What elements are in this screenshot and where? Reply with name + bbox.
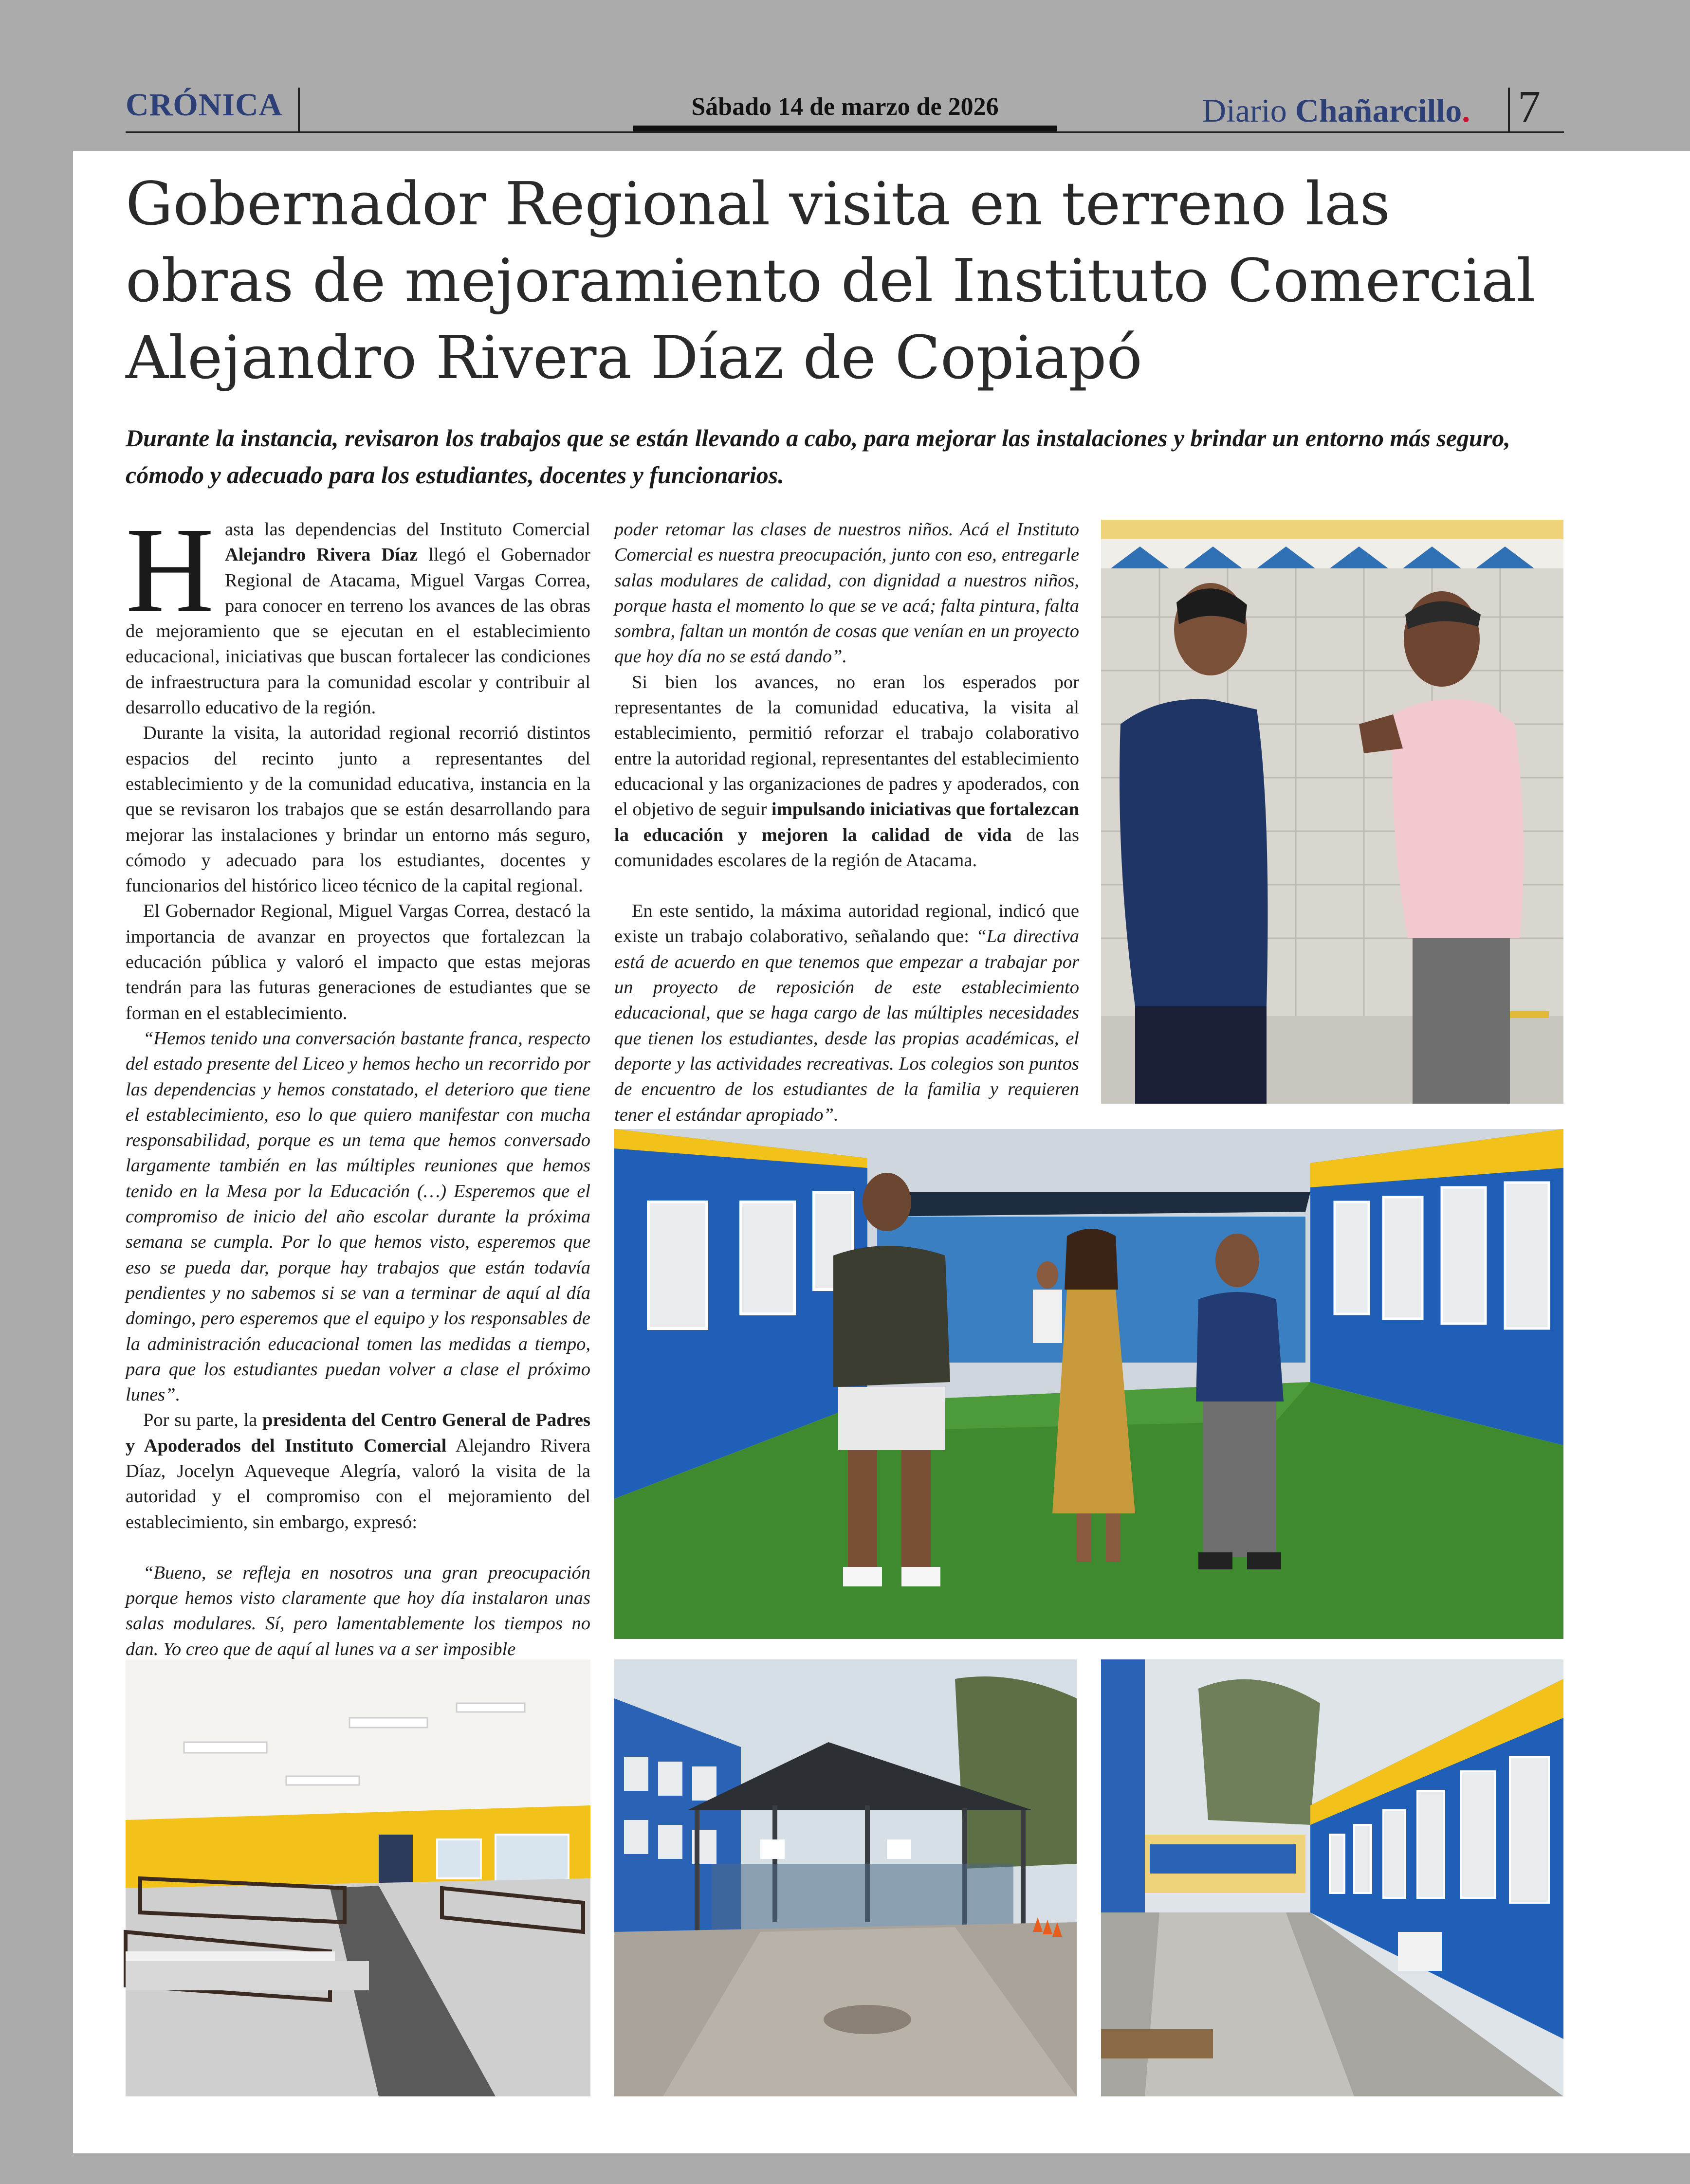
article-column-1 — [126, 502, 591, 1659]
photo-modular-classrooms — [1101, 1659, 1563, 2096]
photo-sports-court — [614, 1659, 1077, 2096]
paragraph-text: de las comunidades escolares de la región de Atacama. — [614, 824, 1079, 871]
page-number-divider — [1508, 88, 1510, 132]
section-label: CRÓNICA — [126, 87, 283, 123]
date-underline — [633, 126, 1057, 131]
photo-walk-turf — [614, 1129, 1563, 1639]
president-quote-continued: poder retomar las clases de nuestros niños. Acá el Instituto Comercial es nuestra preocupación, junto con eso, entregarle salas modulares de calidad, con dignidad a nuestros niños, porque hasta el momento lo que se ve acá; falta pintura, falta sombra, faltan un montón de cosas que venían en un proyecto que hoy día no se está dando”. — [614, 519, 1079, 667]
header-divider — [298, 88, 300, 132]
page-header — [0, 0, 1690, 151]
newspaper-brand — [1202, 91, 1470, 130]
paragraph-text: Alejandro Rivera Díaz, Jocelyn Aqueveque Alegría, valoró la visita de la autoridad y el compromiso con el mejoramiento del establecimiento, sin embargo, expresó: — [126, 1435, 590, 1532]
president-quote: “Bueno, se refleja en nosotros una gran preocupación porque hemos visto claramente que hoy día instalaron unas salas modulares. Sí, pero lamentablemente los tiempos no dan. Yo creo que de aquí al lunes va a ser imposible — [126, 1562, 590, 1659]
association-name: presidenta del Centro General de Padres y Apoderados del Instituto Comercial — [126, 1410, 590, 1456]
page-number: 7 — [1518, 82, 1541, 132]
photo-classroom — [126, 1659, 590, 2096]
paragraph-5 — [126, 1407, 590, 1534]
paragraph-text: Si bien los avances, no eran los esperados por representantes de la comunidad educativa, la visita al establecimiento, permitió reforzar el trabajo colaborativo entre la autoridad regional, representantes del establecimiento educacional y las organizaciones de padres y apoderados, con el objetivo de seguir — [614, 672, 1079, 820]
brand-name: Chañarcillo — [1295, 92, 1462, 129]
article-headline: Gobernador Regional visita en terreno las obras de mejoramiento del Instituto Comercial Alejandro Rivera Díaz de Copiapó — [126, 169, 1536, 392]
brand-dot: . — [1462, 92, 1470, 129]
paragraph-text: llegó el Gobernador Regional de Atacama, Miguel Vargas Correa, para conocer en terreno los avances de las obras de mejoramiento que se ejecutan en el establecimiento educacional, iniciativas que buscan fortalecer las condiciones de infraestructura para la comunidad escolar y contribuir al desarrollo educativo de la región. — [126, 545, 591, 718]
highlight-text: impulsando iniciativas que fortalezcan la educación y mejoren la calidad de vida — [614, 799, 1080, 845]
institution-name: Alejandro Rivera Díaz — [225, 545, 418, 565]
paragraph-collaboration — [614, 670, 1079, 873]
issue-date: Sábado 14 de marzo de 2026 — [691, 93, 999, 121]
governor-quote: “Hemos tenido una conversación bastante franca, respecto del estado presente del Liceo y hemos hecho un recorrido por las dependencias y hemos constatado, el deterioro que tiene el establecimiento, eso lo que quiero manifestar con mucha responsabilidad, porque es un tema que hemos conversado largamente también en las múltiples reuniones que hemos tenido en la Mesa por la Educación (…) Esperemos que el compromiso de inicio del año escolar durante la próxima semana se cumpla. Por lo que hemos visto, esperemos que eso se pueda dar, porque hay trabajos que están todavía pendientes y no sabemos si se van a terminar de aquí al día domingo, pero esperemos que el equipo y los responsables de la administración educacional tomen las medidas a tiempo, para que los estudiantes puedan volver a clase el próximo lunes”. — [126, 1028, 590, 1405]
paragraph-2: Durante la visita, la autoridad regional recorrió distintos espacios del recinto junto a representantes del establecimiento y de la comunidad educativa, instancia en la que se revisaron los trabajos que se están desarrollando para mejorar las instalaciones y brindar un entorno más seguro, cómodo y adecuado para los estudiantes, docentes y funcionarios del histórico liceo técnico de la capital regional. — [126, 723, 590, 896]
paragraph-1 — [126, 502, 591, 720]
paragraph-3: El Gobernador Regional, Miguel Vargas Correa, destacó la importancia de avanzar en proyectos que fortalezcan la educación pública y valoró el impacto que estas mejoras tendrán para las futuras generaciones de estudiantes que se forman en el establecimiento. — [126, 901, 590, 1023]
paragraph-closing — [614, 898, 1079, 1128]
paragraph-text: En este sentido, la máxima autoridad regional, indicó que existe un trabajo colaborativo, señalando que: — [614, 901, 1079, 947]
photo-meeting — [1101, 520, 1563, 1104]
closing-quote: “La directiva está de acuerdo en que tenemos que empezar a trabajar por un proyecto de reposición de este establecimiento educacional, que se haga cargo de las múltiples necesidades que tienen los estudiantes, desde las propias académicas, el deporte y las actividades recreativas. Los colegios son puntos de encuentro de los estudiantes de la familia y requieren tener el estándar apropiado”. — [614, 926, 1079, 1125]
drop-cap: H — [126, 502, 214, 638]
paragraph-text: asta las dependencias del Instituto Comercial — [225, 519, 590, 540]
article-column-2 — [614, 517, 1080, 1125]
brand-prefix: Diario — [1202, 92, 1287, 129]
header-rule — [126, 131, 1564, 133]
paragraph-text: Por su parte, la — [143, 1410, 263, 1431]
article-subhead: Durante la instancia, revisaron los trabajos que se están llevando a cabo, para mejorar las instalaciones y brindar un entorno más seguro, cómodo y adecuado para los estudiantes, docentes y funcionarios. — [126, 424, 1510, 489]
